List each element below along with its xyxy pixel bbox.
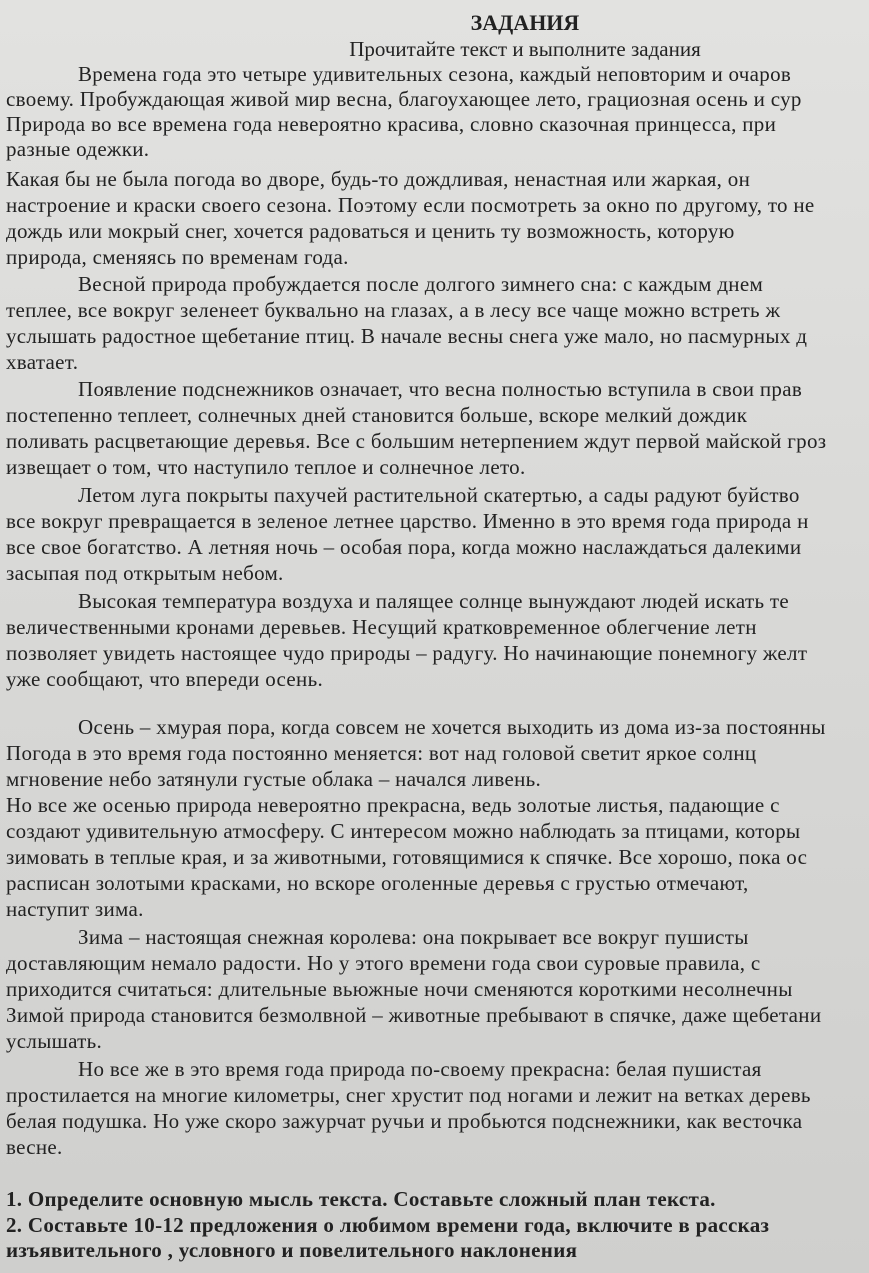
- text-line: весне.: [6, 1135, 63, 1159]
- text-line: приходится считаться: длительные вьюжные ночи сменяются короткими несолнечны: [6, 977, 793, 1001]
- text-line: настроение и краски своего сезона. Поэтому если посмотреть за окно по другому, то не: [6, 193, 815, 217]
- text-line: Высокая температура воздуха и палящее солнце вынуждают людей искать те: [78, 589, 789, 613]
- text-line: Осень – хмурая пора, когда совсем не хочется выходить из дома из-за постоянны: [78, 715, 826, 739]
- text-line: Летом луга покрыты пахучей растительной скатертью, а сады радуют буйство: [78, 483, 800, 507]
- text-line: белая подушка. Но уже скоро зажурчат ручьи и пробьются подснежники, как весточка: [6, 1109, 803, 1133]
- text-line: Появление подснежников означает, что весна полностью вступила в свои прав: [78, 377, 803, 401]
- text-line: Погода в это время года постоянно меняется: вот над головой светит яркое солнц: [6, 741, 757, 765]
- text-line: своему. Пробуждающая живой мир весна, благоухающее лето, грациозная осень и сур: [6, 87, 802, 111]
- text-line: услышать радостное щебетание птиц. В начале весны снега уже мало, но пасмурных д: [6, 324, 808, 348]
- text-line: позволяет увидеть настоящее чудо природы – радугу. Но начинающие понемногу желт: [6, 641, 808, 665]
- document-title: ЗАДАНИЯ: [470, 10, 580, 35]
- text-line: простилается на многие километры, снег хрустит под ногами и лежит на ветках деревь: [6, 1083, 811, 1107]
- text-line: хватает.: [6, 350, 79, 374]
- text-line: расписан золотыми красками, но вскоре оголенные деревья с грустью отмечают,: [6, 871, 749, 895]
- text-line: разные одежки.: [6, 137, 150, 161]
- text-line: Зима – настоящая снежная королева: она покрывает все вокруг пушисты: [78, 925, 749, 949]
- text-line: все вокруг превращается в зеленое летнее царство. Именно в это время года природа н: [6, 509, 809, 533]
- text-line: величественными кронами деревьев. Несущий кратковременное облегчение летн: [6, 615, 757, 639]
- text-line: природа, сменяясь по временам года.: [6, 245, 349, 269]
- text-line: уже сообщают, что впереди осень.: [6, 667, 324, 691]
- task-line: 2. Составьте 10-12 предложения о любимом времени года, включите в рассказ: [6, 1213, 770, 1237]
- text-line: поливать расцветающие деревья. Все с большим нетерпением ждут первой майской гроз: [6, 429, 827, 453]
- text-line: Весной природа пробуждается после долгого зимнего сна: с каждым днем: [78, 272, 764, 296]
- text-line: извещает о том, что наступило теплое и солнечное лето.: [6, 455, 526, 479]
- text-line: все свое богатство. А летняя ночь – особая пора, когда можно наслаждаться далекими: [6, 535, 802, 559]
- text-line: засыпая под открытым небом.: [6, 561, 284, 585]
- text-line: доставляющим немало радости. Но у этого времени года свои суровые правила, с: [6, 951, 761, 975]
- text-line: мгновение небо затянули густые облака – начался ливень.: [6, 767, 542, 791]
- task-line: 1. Определите основную мысль текста. Составьте сложный план текста.: [6, 1187, 716, 1211]
- text-line: услышать.: [6, 1029, 103, 1053]
- text-line: дождь или мокрый снег, хочется радоваться и ценить ту возможность, которую: [6, 219, 735, 243]
- text-line: создают удивительную атмосферу. С интересом можно наблюдать за птицами, которы: [6, 819, 801, 843]
- text-line: Но все же осенью природа невероятно прекрасна, ведь золотые листья, падающие с: [6, 793, 780, 817]
- text-line: Но все же в это время года природа по-своему прекрасна: белая пушистая: [78, 1057, 762, 1081]
- document-subtitle: Прочитайте текст и выполните задания: [349, 37, 701, 61]
- text-line: Какая бы не была погода во дворе, будь-то дождливая, ненастная или жаркая, он: [6, 167, 751, 191]
- text-line: зимовать в теплые края, и за животными, готовящимися к спячке. Все хорошо, пока ос: [6, 845, 808, 869]
- text-line: Зимой природа становится безмолвной – животные пребывают в спячке, даже щебетани: [6, 1003, 822, 1027]
- text-line: Времена года это четыре удивительных сезона, каждый неповторим и очаров: [78, 62, 792, 86]
- text-line: Природа во все времена года невероятно красива, словно сказочная принцесса, при: [6, 112, 777, 136]
- text-line: постепенно теплеет, солнечных дней становится больше, вскоре мелкий дождик: [6, 403, 748, 427]
- text-line: наступит зима.: [6, 897, 144, 921]
- text-line: теплее, все вокруг зеленеет буквально на глазах, а в лесу все чаще можно встреть ж: [6, 298, 781, 322]
- task-line: изъявительного , условного и повелительного наклонения: [6, 1238, 578, 1262]
